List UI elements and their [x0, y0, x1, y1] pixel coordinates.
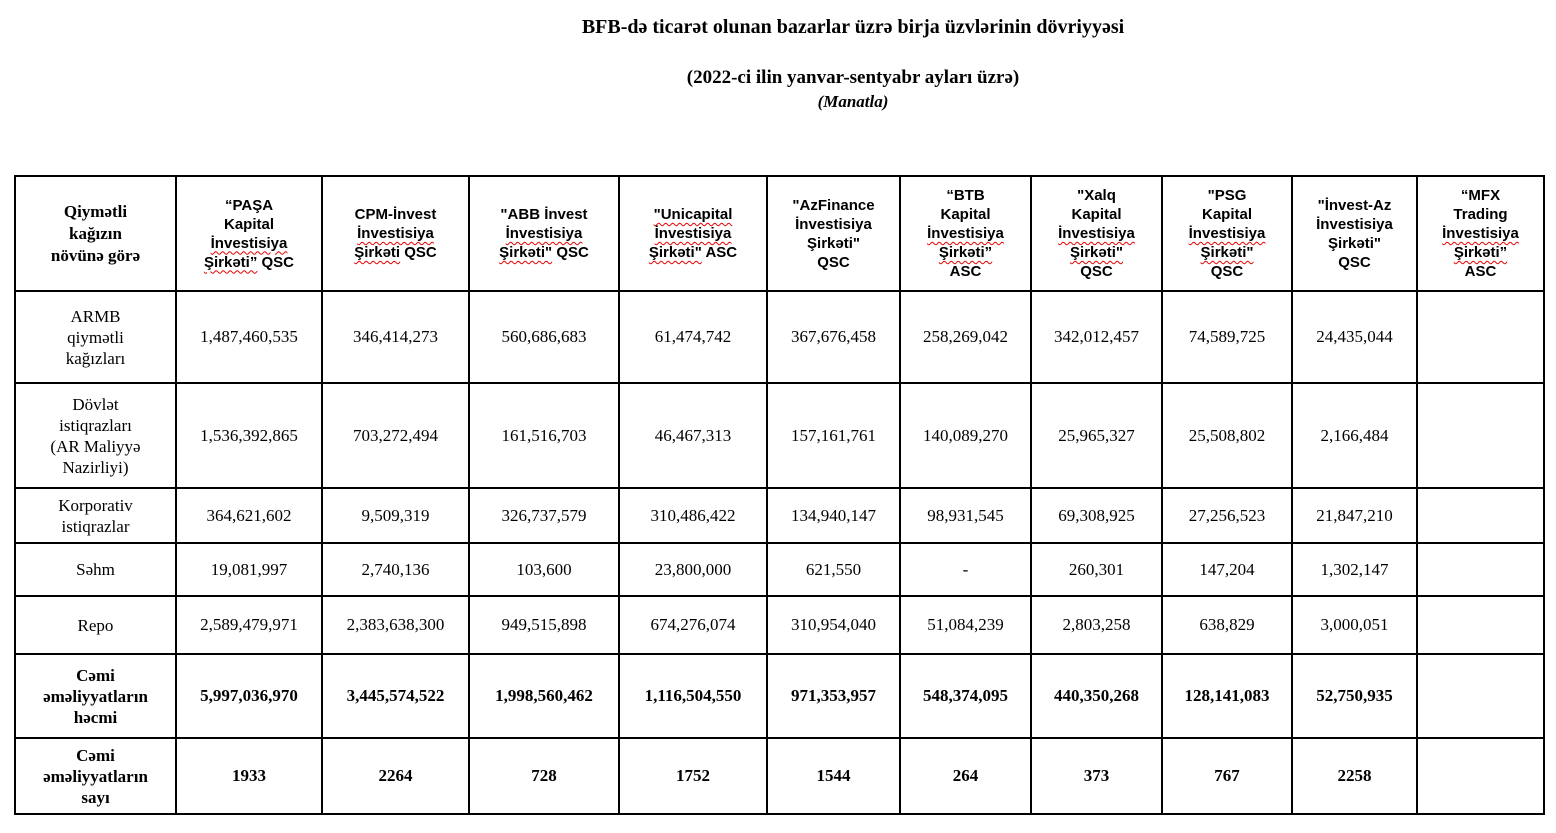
data-cell: 19,081,997 [176, 543, 322, 596]
data-cell: 373 [1031, 738, 1162, 814]
column-header-line: Şirkəti" ASC [648, 244, 738, 261]
data-cell: 367,676,458 [767, 291, 900, 383]
data-cell: 74,589,725 [1162, 291, 1292, 383]
row-header-line: kağızın [69, 223, 122, 243]
column-header-line: Şirkəti QSC [354, 244, 437, 261]
data-cell: 258,269,042 [900, 291, 1031, 383]
data-cell: 69,308,925 [1031, 488, 1162, 543]
data-cell [1417, 738, 1544, 814]
column-header-line: İnvestisiya [1442, 225, 1519, 242]
data-cell: 674,276,074 [619, 596, 767, 654]
row-label-line: həcmi [73, 707, 118, 727]
row-label-line: Dövlət [72, 394, 119, 414]
data-cell: 52,750,935 [1292, 654, 1417, 738]
data-cell: 3,445,574,522 [322, 654, 469, 738]
data-cell: 728 [469, 738, 619, 814]
column-header-line: CPM-İnvest [354, 206, 437, 223]
row-label [15, 738, 176, 814]
column-header-line: Kapital [1071, 206, 1122, 223]
data-cell: 2,166,484 [1292, 383, 1417, 488]
row-label [15, 383, 176, 488]
turnover-table [14, 175, 1545, 815]
data-cell: 1,116,504,550 [619, 654, 767, 738]
data-cell: 440,350,268 [1031, 654, 1162, 738]
column-header-mfx-trading [1417, 176, 1544, 291]
column-header-line: Trading [1453, 206, 1508, 223]
row-label-line: Korporativ [58, 495, 133, 515]
data-cell: 2264 [322, 738, 469, 814]
row-label [15, 596, 176, 654]
data-cell [1417, 543, 1544, 596]
data-cell: 161,516,703 [469, 383, 619, 488]
data-cell: 1752 [619, 738, 767, 814]
row-header-line: Qiymətli [63, 201, 128, 221]
column-header-line: İnvestisiya [795, 215, 872, 233]
row-label [15, 654, 176, 738]
page-title: BFB-də ticarət olunan bazarlar üzrə birja üzvlərinin dövriyyəsi [581, 16, 1125, 38]
data-cell: 98,931,545 [900, 488, 1031, 543]
table-head [15, 176, 1544, 291]
column-header-line: Şirkəti" QSC [499, 244, 589, 261]
data-cell [1417, 654, 1544, 738]
data-cell: 128,141,083 [1162, 654, 1292, 738]
data-cell: 2,803,258 [1031, 596, 1162, 654]
row-label-line: Səhm [76, 560, 115, 579]
column-header-line: “PAŞA [224, 196, 274, 214]
data-cell: 310,954,040 [767, 596, 900, 654]
data-cell: 971,353,957 [767, 654, 900, 738]
column-header-line: İnvestisiya [1188, 225, 1266, 242]
data-cell [1417, 291, 1544, 383]
row-label-line: istiqrazları [59, 415, 132, 435]
data-cell: 2,740,136 [322, 543, 469, 596]
column-header-line: ASC [949, 263, 982, 280]
column-header-line: Şirkəti” [1453, 244, 1508, 261]
data-cell: 147,204 [1162, 543, 1292, 596]
data-cell: 1,536,392,865 [176, 383, 322, 488]
data-cell: 25,508,802 [1162, 383, 1292, 488]
row-label-line: əməliyyatların [43, 766, 148, 786]
data-cell: 560,686,683 [469, 291, 619, 383]
column-header-line: QSC [1210, 263, 1244, 280]
data-cell: 949,515,898 [469, 596, 619, 654]
column-header-xalq-kapital [1031, 176, 1162, 291]
column-header-azfinance [767, 176, 900, 291]
data-cell: 25,965,327 [1031, 383, 1162, 488]
data-cell: 21,847,210 [1292, 488, 1417, 543]
title-block [0, 0, 1556, 112]
column-header-line: "PSG [1207, 187, 1247, 204]
data-cell: 2,589,479,971 [176, 596, 322, 654]
column-header-line: "Unicapital [653, 206, 733, 223]
data-cell: 61,474,742 [619, 291, 767, 383]
data-cell: 264 [900, 738, 1031, 814]
data-cell: 5,997,036,970 [176, 654, 322, 738]
column-header-pasha-kapital [176, 176, 322, 291]
page-subtitle: (2022-ci ilin yanvar-sentyabr ayları üzrə) [686, 67, 1020, 88]
data-cell: 638,829 [1162, 596, 1292, 654]
column-header-line: Şirkəti" [1328, 234, 1381, 252]
row-label [15, 488, 176, 543]
data-cell: 346,414,273 [322, 291, 469, 383]
column-header-line: İnvestisiya [1316, 215, 1393, 233]
column-header-abb-invest [469, 176, 619, 291]
data-cell: 767 [1162, 738, 1292, 814]
row-label-line: Nazirliyi) [62, 457, 129, 477]
data-cell: 364,621,602 [176, 488, 322, 543]
data-cell [1417, 596, 1544, 654]
data-cell [1417, 383, 1544, 488]
data-cell: - [900, 543, 1031, 596]
column-header-psg-kapital [1162, 176, 1292, 291]
row-header-line: növünə görə [50, 245, 141, 265]
column-header-line: Şirkəti" [1070, 244, 1123, 261]
data-cell: 140,089,270 [900, 383, 1031, 488]
column-header-line: İnvestisiya [210, 234, 288, 252]
column-header-line: İnvestisiya [654, 225, 732, 242]
data-cell: 24,435,044 [1292, 291, 1417, 383]
data-cell: 23,800,000 [619, 543, 767, 596]
column-header-line: Kapital [1201, 206, 1252, 223]
data-cell: 9,509,319 [322, 488, 469, 543]
column-header-line: İnvestisiya [927, 225, 1004, 242]
column-header-line: Kapital [223, 215, 274, 233]
data-cell: 310,486,422 [619, 488, 767, 543]
column-header-line: QSC [1338, 253, 1371, 271]
row-label-line: Cəmi [76, 665, 115, 685]
row-label-line: sayı [81, 787, 110, 807]
column-header-line: "Xalq [1077, 187, 1116, 204]
data-cell: 157,161,761 [767, 383, 900, 488]
column-header-unicapital [619, 176, 767, 291]
column-header-line: Şirkəti” QSC [203, 253, 295, 271]
data-cell: 27,256,523 [1162, 488, 1292, 543]
data-cell: 260,301 [1031, 543, 1162, 596]
data-cell: 134,940,147 [767, 488, 900, 543]
column-header-line: Şirkəti" [1200, 244, 1254, 261]
data-cell: 621,550 [767, 543, 900, 596]
data-cell: 3,000,051 [1292, 596, 1417, 654]
column-header-line: QSC [817, 253, 850, 271]
data-cell [1417, 488, 1544, 543]
row-label [15, 543, 176, 596]
column-header-invest-az [1292, 176, 1417, 291]
column-header-line: QSC [1080, 263, 1113, 280]
column-header-btb-kapital [900, 176, 1031, 291]
row-label-line: istiqrazlar [61, 516, 130, 536]
row-label-line: əməliyyatların [43, 686, 148, 706]
column-header-line: İnvestisiya [357, 225, 434, 242]
row-header-title [15, 176, 176, 291]
data-cell: 703,272,494 [322, 383, 469, 488]
column-header-line: ASC [1464, 263, 1497, 280]
row-label-line: qiymətli [67, 327, 124, 347]
data-cell: 1,487,460,535 [176, 291, 322, 383]
data-cell: 46,467,313 [619, 383, 767, 488]
data-cell: 1,998,560,462 [469, 654, 619, 738]
row-label-line: (AR Maliyyə [50, 436, 141, 456]
column-header-line: "ABB İnvest [500, 206, 588, 223]
data-cell: 1933 [176, 738, 322, 814]
column-header-line: Şirkəti” [938, 244, 993, 261]
column-header-line: "AzFinance [792, 196, 875, 214]
data-cell: 342,012,457 [1031, 291, 1162, 383]
data-cell: 51,084,239 [900, 596, 1031, 654]
data-cell: 326,737,579 [469, 488, 619, 543]
column-header-line: "İnvest-Az [1317, 196, 1392, 214]
row-label-line: Cəmi [76, 745, 115, 765]
column-header-line: “BTB [946, 187, 985, 204]
data-cell: 2,383,638,300 [322, 596, 469, 654]
row-label-line: Repo [77, 615, 114, 635]
column-header-line: İnvestisiya [1058, 225, 1135, 242]
column-header-line: “MFX [1460, 187, 1501, 204]
row-label-line: ARMB [70, 306, 121, 326]
data-cell: 2258 [1292, 738, 1417, 814]
row-label-line: kağızları [65, 348, 126, 368]
data-cell: 1,302,147 [1292, 543, 1417, 596]
column-header-cpm-invest [322, 176, 469, 291]
data-cell: 548,374,095 [900, 654, 1031, 738]
column-header-line: Kapital [940, 206, 991, 223]
data-cell: 1544 [767, 738, 900, 814]
unit-note: (Manatla) [817, 92, 889, 111]
column-header-line: Şirkəti" [807, 234, 860, 252]
table-body [15, 291, 1544, 814]
column-header-line: İnvestisiya [505, 225, 583, 242]
data-cell: 103,600 [469, 543, 619, 596]
row-label [15, 291, 176, 383]
